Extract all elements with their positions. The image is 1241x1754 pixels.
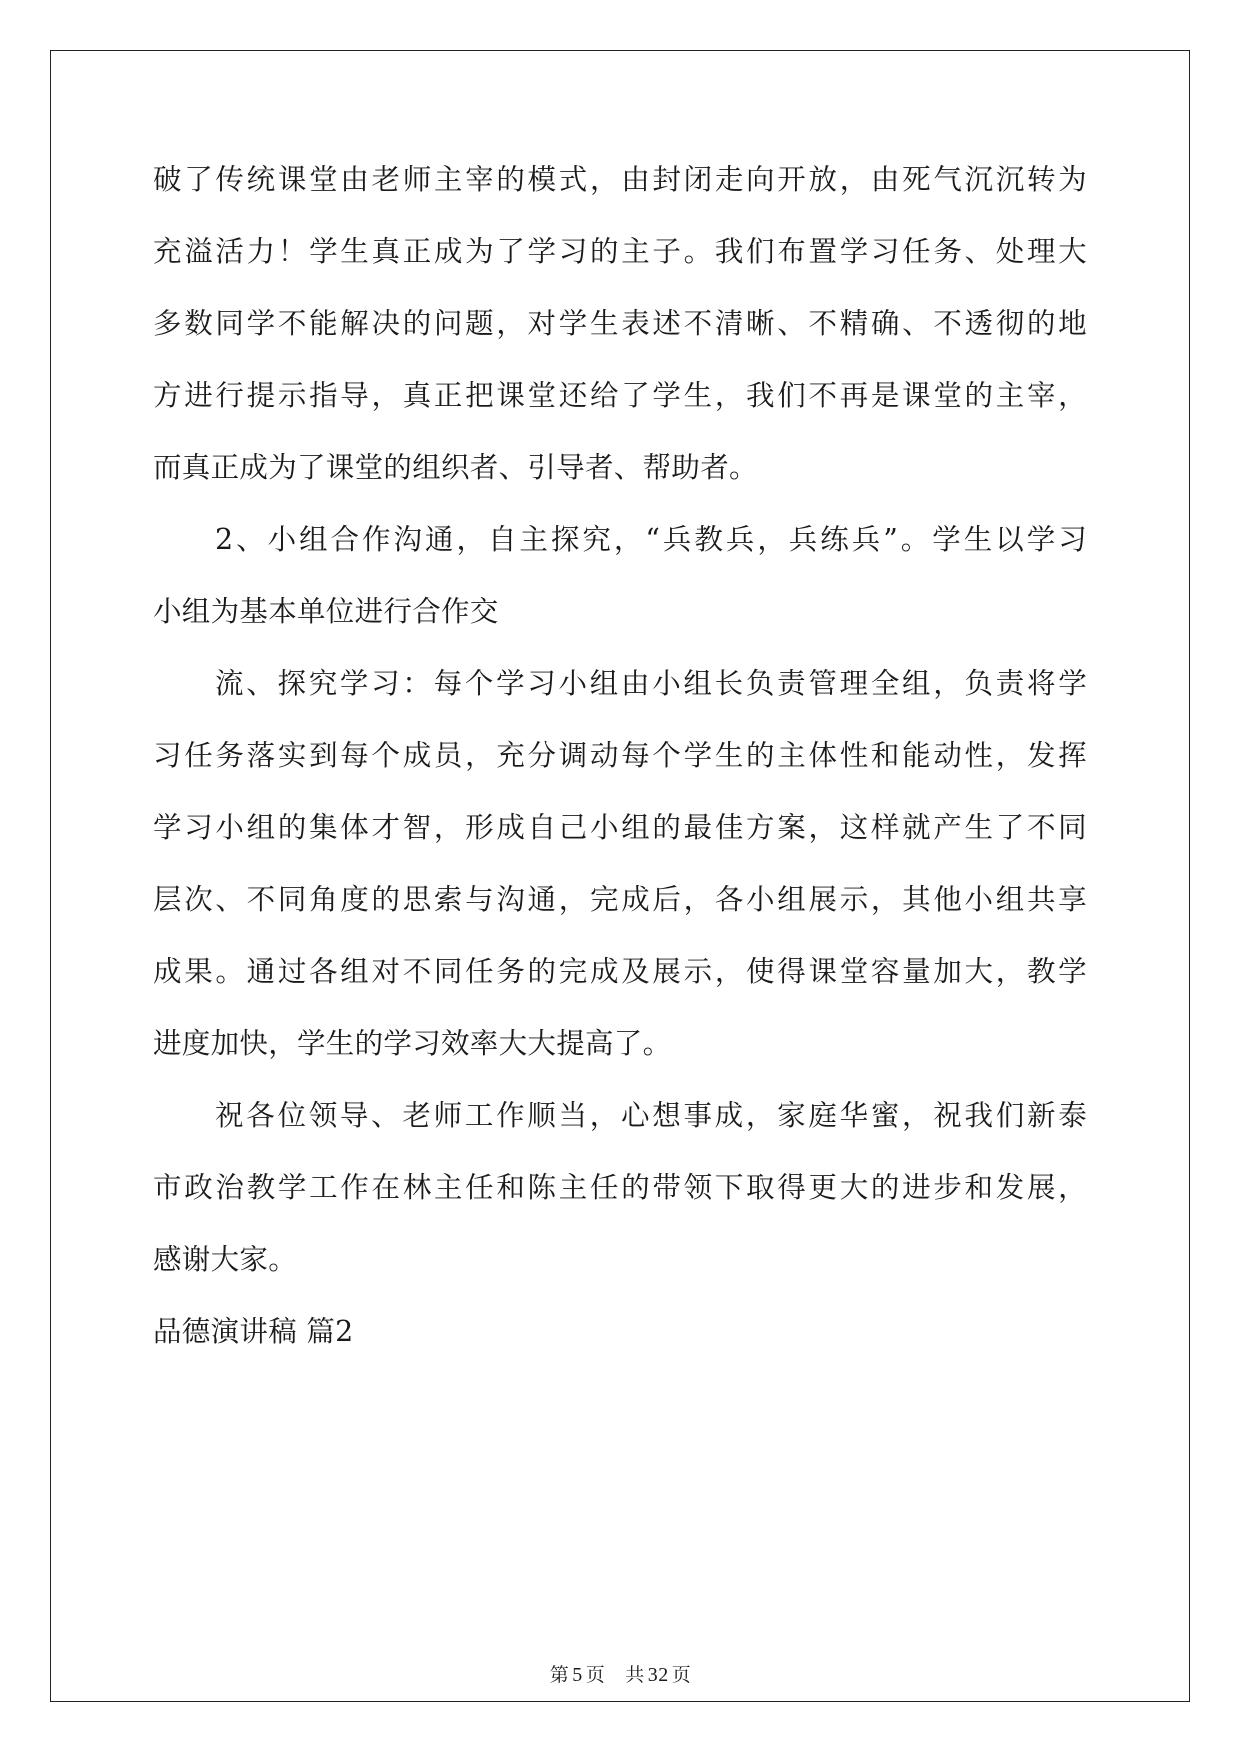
page-footer [0, 1660, 1241, 1687]
text-line: 感谢大家。 [153, 1243, 298, 1276]
footer-page-suffix: 页 [585, 1664, 606, 1686]
text-line: 2、小组合作沟通，自主探究，“兵教兵，兵练兵”。学生以学习 [215, 523, 1087, 556]
text-line: 学习小组的集体才智，形成自己小组的最佳方案，这样就产生了不同 [153, 811, 1087, 844]
footer-page-number: 5 [572, 1664, 583, 1686]
text-line: 充溢活力！学生真正成为了学习的主子。我们布置学习任务、处理大 [153, 235, 1087, 268]
footer-total-suffix: 页 [671, 1664, 692, 1686]
text-line: 层次、不同角度的思索与沟通，完成后，各小组展示，其他小组共享 [153, 883, 1087, 916]
text-line: 祝各位领导、老师工作顺当，心想事成，家庭华蜜，祝我们新泰 [215, 1099, 1087, 1132]
page-border [50, 50, 1190, 1702]
text-line: 而真正成为了课堂的组织者、引导者、帮助者。 [153, 451, 758, 484]
footer-total-prefix: 共 [625, 1664, 645, 1686]
text-line: 方进行提示指导，真正把课堂还给了学生，我们不再是课堂的主宰， [153, 379, 1087, 412]
footer-page-prefix: 第 [549, 1664, 570, 1686]
text-line: 市政治教学工作在林主任和陈主任的带领下取得更大的进步和发展， [153, 1171, 1087, 1204]
text-line: 多数同学不能解决的问题，对学生表述不清晰、不精确、不透彻的地 [153, 307, 1087, 340]
text-line: 小组为基本单位进行合作交 [153, 595, 499, 628]
section-heading: 品德演讲稿 篇2 [153, 1315, 354, 1348]
text-line: 破了传统课堂由老师主宰的模式，由封闭走向开放，由死气沉沉转为 [153, 163, 1087, 196]
text-line: 进度加快，学生的学习效率大大提高了。 [153, 1027, 672, 1060]
text-line: 成果。通过各组对不同任务的完成及展示，使得课堂容量加大，教学 [153, 955, 1087, 988]
text-line: 习任务落实到每个成员，充分调动每个学生的主体性和能动性，发挥 [153, 739, 1087, 772]
footer-total-pages: 32 [647, 1664, 669, 1686]
text-line: 流、探究学习：每个学习小组由小组长负责管理全组，负责将学 [215, 667, 1087, 700]
